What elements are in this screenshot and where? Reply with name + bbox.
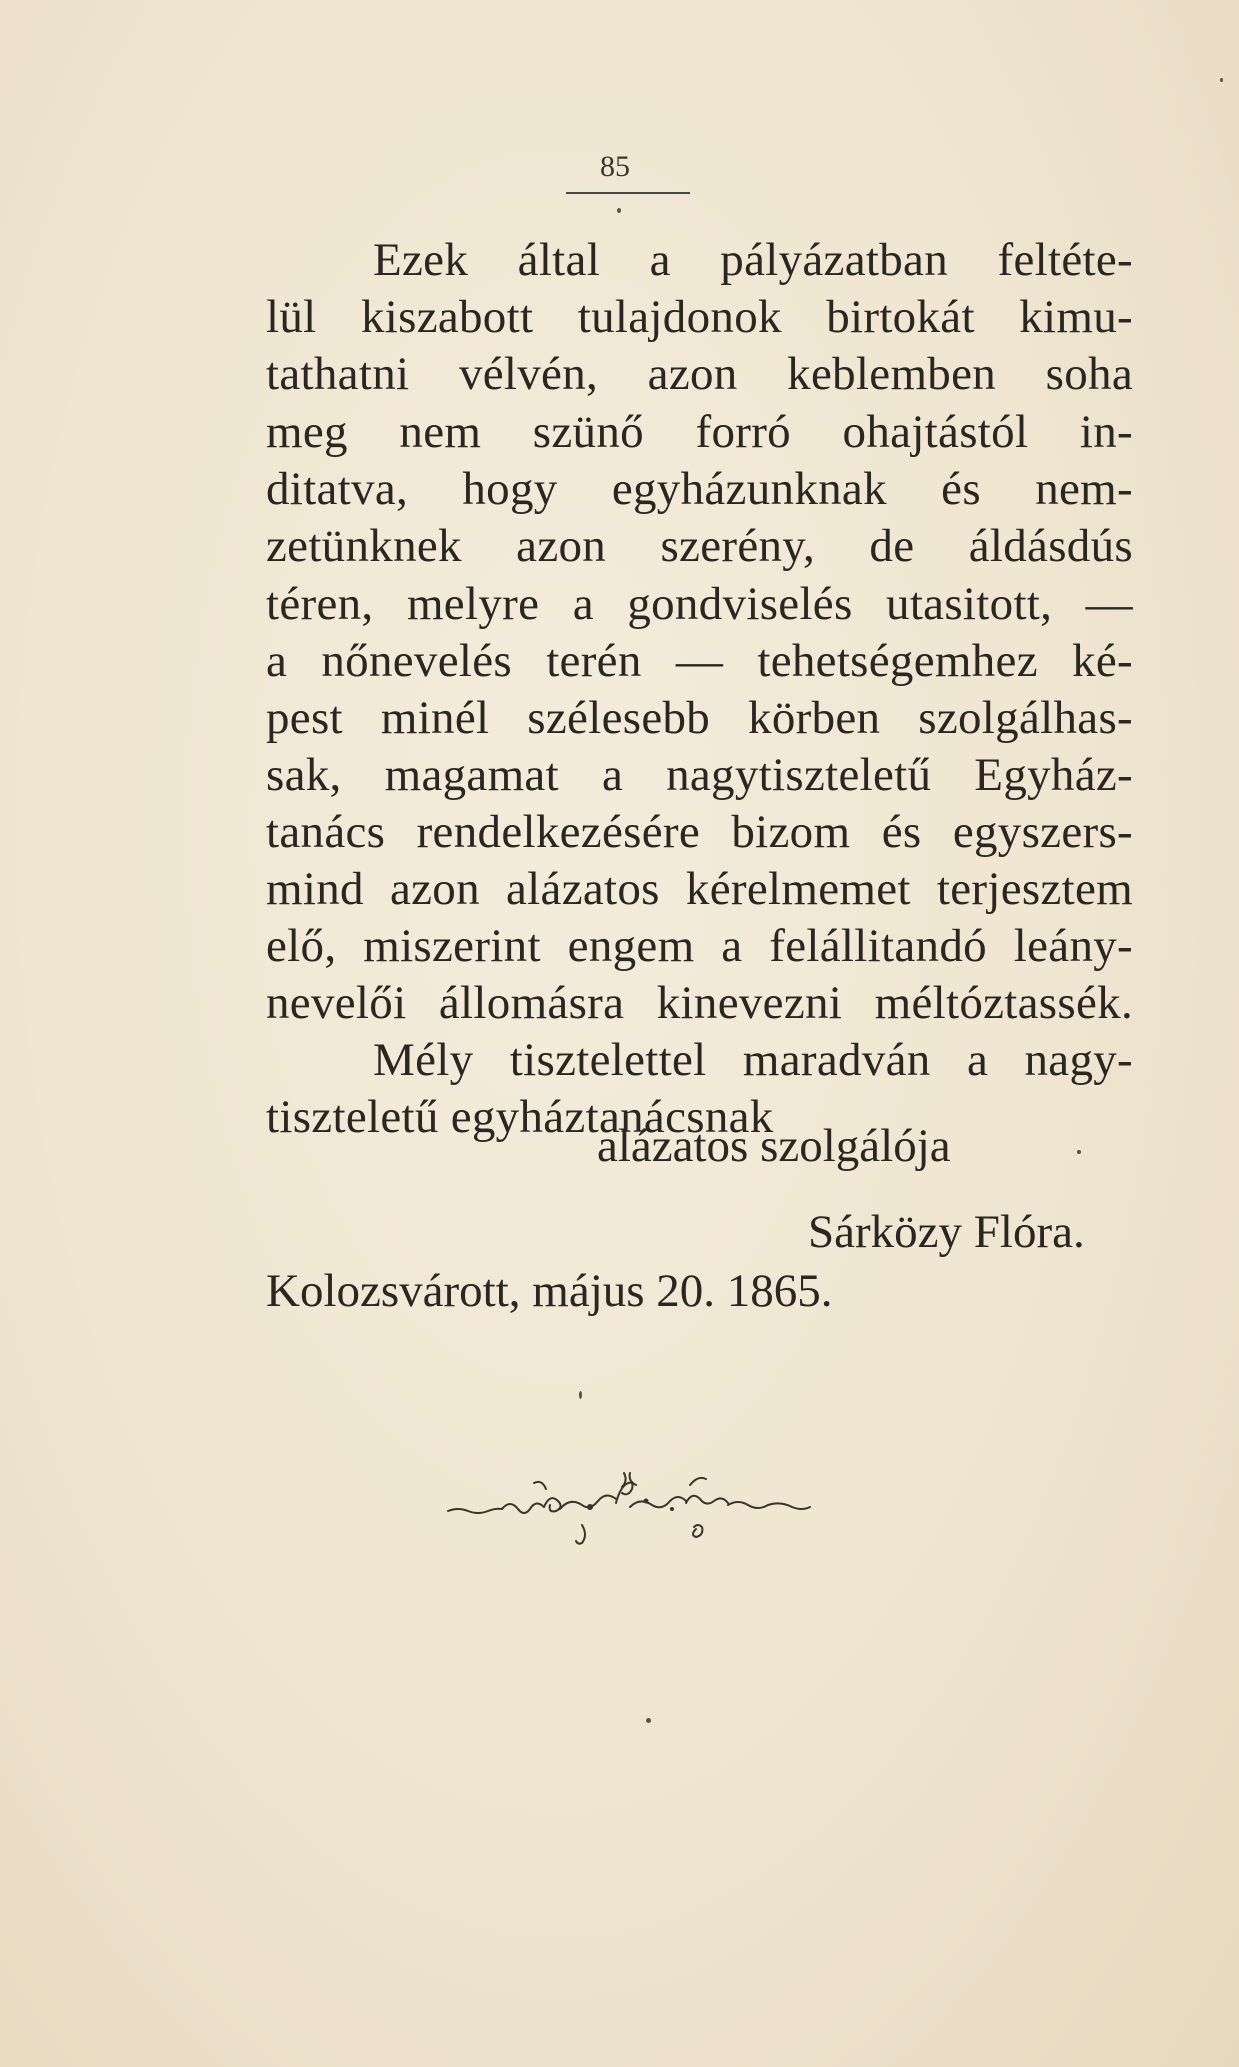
text-line: Mély tisztelettel maradván a nagy- bbox=[373, 1034, 1133, 1086]
text-line: nevelői állomásra kinevezni méltóztassék. bbox=[266, 977, 1133, 1029]
text-line: tanács rendelkezésére bizom és egyszers- bbox=[266, 806, 1133, 858]
text-line: elő, miszerint engem a felállitandó leány- bbox=[266, 920, 1133, 972]
text-line: téren, melyre a gondviselés utasitott, — bbox=[266, 578, 1133, 630]
text-line: tiszteletű egyháztanácsnak bbox=[266, 1091, 774, 1143]
signature: Sárközy Flóra. bbox=[808, 1206, 1085, 1258]
text-line: sak, magamat a nagytiszteletű Egyház- bbox=[266, 749, 1133, 801]
text-line: pest minél szélesebb körben szolgálhas- bbox=[266, 692, 1133, 744]
header-rule bbox=[566, 192, 690, 194]
paper-speck bbox=[1077, 1150, 1081, 1154]
text-line: mind azon alázatos kérelmemet terjesztem bbox=[266, 863, 1133, 915]
closing-salutation: alázatos szolgálója bbox=[597, 1120, 951, 1172]
paper-speck bbox=[617, 208, 621, 213]
text-line: Ezek által a pályázatban feltéte- bbox=[373, 234, 1133, 286]
text-line: tathatni vélvén, azon keblemben soha bbox=[266, 348, 1133, 400]
text-line: meg nem szünő forró ohajtástól in- bbox=[266, 406, 1133, 458]
paper-speck bbox=[646, 1718, 651, 1723]
text-line: zetünknek azon szerény, de áldásdús bbox=[266, 520, 1133, 572]
text-line: ditatva, hogy egyházunknak és nem- bbox=[266, 463, 1133, 515]
place-and-date: Kolozsvárott, május 20. 1865. bbox=[266, 1265, 833, 1317]
text-line: lül kiszabott tulajdonok birtokát kimu- bbox=[266, 291, 1133, 343]
text-line: a nőnevelés terén — tehetségemhez ké- bbox=[266, 635, 1133, 687]
paper-speck bbox=[579, 1391, 582, 1399]
paper-speck bbox=[1220, 78, 1223, 82]
page-number: 85 bbox=[600, 150, 630, 183]
flourish-ornament-icon bbox=[440, 1463, 820, 1553]
